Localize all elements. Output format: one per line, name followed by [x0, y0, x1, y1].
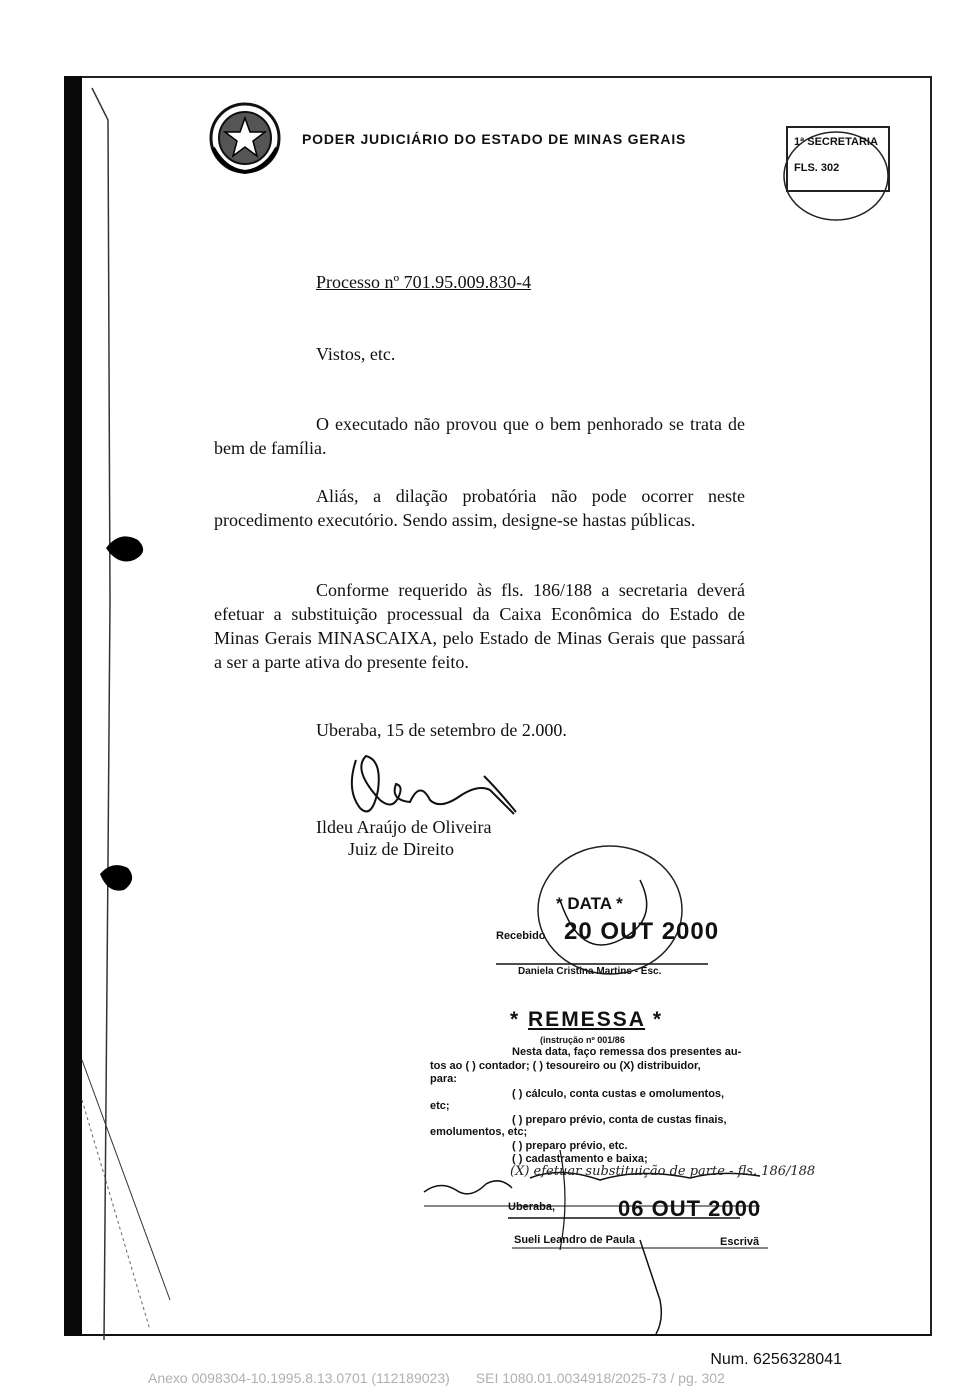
data-stamp-clerk: Daniela Cristina Martins - Esc. — [518, 966, 662, 977]
remessa-option-3: ( ) preparo prévio, etc. — [512, 1140, 628, 1152]
paragraph-2 — [214, 484, 745, 532]
remessa-option-2: ( ) preparo prévio, conta de custas finais, — [512, 1114, 727, 1126]
data-stamp-date: 20 OUT 2000 — [564, 918, 720, 945]
stamp-secretaria-label: 1ª SECRETARIA — [794, 136, 878, 148]
coat-of-arms-seal — [211, 104, 279, 172]
remessa-date-stamp: 06 OUT 2000 — [618, 1196, 762, 1221]
footer-anexo: Anexo 0098304-10.1995.8.13.0701 (112189023) — [148, 1370, 450, 1386]
stamp-fls-label: FLS. 302 — [794, 162, 840, 174]
judge-name: Ildeu Araújo de Oliveira — [316, 817, 492, 837]
remessa-option-2b: emolumentos, etc; — [430, 1126, 528, 1138]
remessa-instruction: (instrução nº 001/86 — [540, 1035, 625, 1045]
remessa-option-1b: etc; — [430, 1100, 450, 1112]
footer-metadata — [148, 1370, 725, 1386]
remessa-option-1: ( ) cálculo, conta custas e omolumentos, — [512, 1088, 725, 1100]
date-line: Uberaba, 15 de setembro de 2.000. — [316, 720, 567, 740]
vistos-line: Vistos, etc. — [316, 344, 396, 364]
remessa-line-2: tos ao ( ) contador; ( ) tesoureiro ou (X) distribuidor, — [430, 1060, 701, 1072]
judge-title: Juiz de Direito — [348, 839, 454, 859]
punch-hole-top — [106, 536, 143, 561]
remessa-option-4: ( ) cadastramento e baixa; — [512, 1153, 648, 1165]
paragraph-1-text: O executado não provou que o bem penhorado se trata de bem de família. — [214, 414, 745, 458]
paragraph-3 — [214, 578, 745, 674]
data-stamp-title: * DATA * — [556, 894, 623, 913]
paragraph-1 — [214, 412, 745, 460]
remessa-line-1: Nesta data, faço remessa dos presentes au- — [512, 1046, 742, 1058]
document-number: Num. 6256328041 — [710, 1351, 842, 1368]
institution-header: PODER JUDICIÁRIO DO ESTADO DE MINAS GERAIS — [302, 131, 687, 147]
paragraph-2-text: Aliás, a dilação probatória não pode ocorrer neste procedimento executório. Sendo assim, designe-se hastas públicas. — [214, 486, 745, 530]
footer-sei: SEI 1080.01.0034918/2025-73 / pg. 302 — [475, 1370, 725, 1386]
paragraph-3-text: Conforme requerido às fls. 186/188 a secretaria deverá efetuar a substituição processual da Caixa Econômica do Estado de Minas Gerais MINASCAIXA, pelo Estado de Minas Gerais que passará a ser a parte ativa do presente feito. — [214, 580, 745, 672]
remessa-title-text: REMESSA — [528, 1008, 646, 1031]
remessa-option-5-handwritten: (X) efetuar substituição de parte - fls. 186/188 — [510, 1164, 816, 1179]
remessa-line-3: para: — [430, 1073, 457, 1085]
remessa-title: * REMESSA * — [510, 1008, 664, 1031]
processo-number: Processo nº 701.95.009.830-4 — [316, 272, 532, 292]
data-stamp-recebido: Recebido — [496, 930, 546, 942]
remessa-clerk-role: Escrivã — [720, 1236, 760, 1248]
remessa-city: Uberaba, — [508, 1201, 556, 1213]
remessa-clerk: Sueli Leandro de Paula — [514, 1234, 636, 1246]
secretaria-stamp — [786, 126, 890, 192]
punch-hole-bottom — [100, 865, 132, 891]
